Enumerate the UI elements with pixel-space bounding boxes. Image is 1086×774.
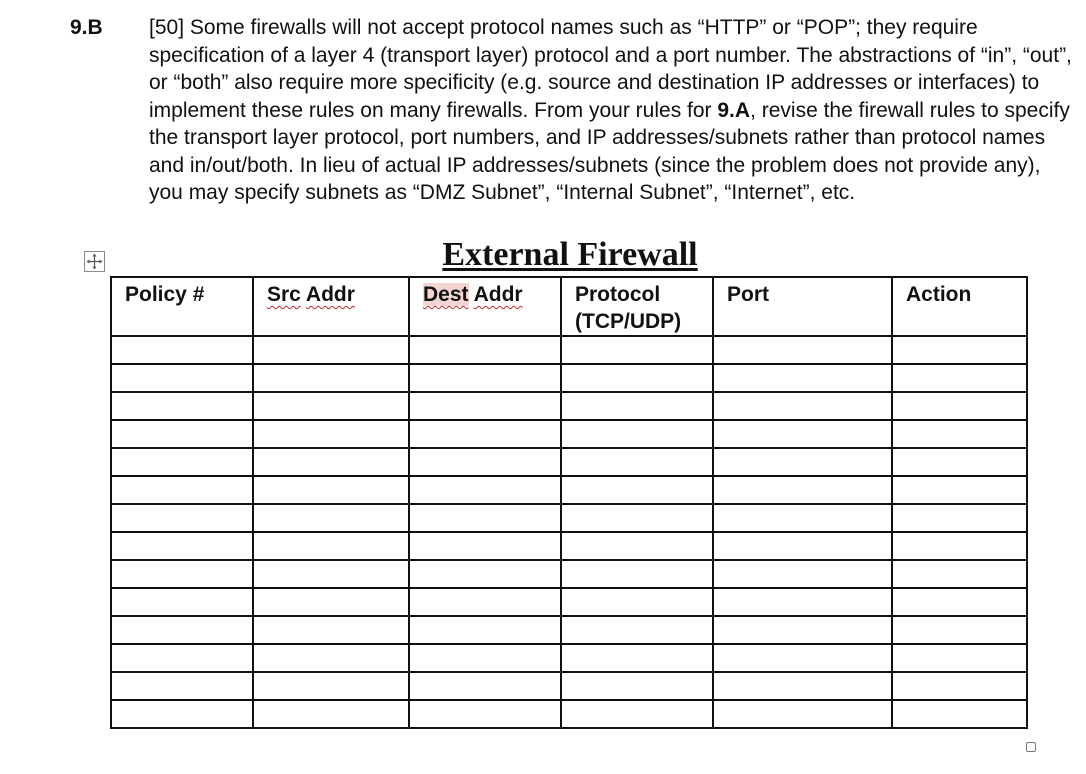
cell-protocol[interactable] bbox=[561, 672, 713, 700]
cell-src-addr[interactable] bbox=[253, 532, 409, 560]
question-reference: 9.A bbox=[717, 98, 751, 122]
cell-protocol[interactable] bbox=[561, 420, 713, 448]
cell-protocol[interactable] bbox=[561, 504, 713, 532]
question-text-part2: , revise the firewall rules to specify the transport layer protocol, port numbers, and IP addresses/subnets rather than protocol names and in/out/both. In lieu of actual IP addresses/subnets (since the problem does not provide any), you may specify subnets as “DMZ Subnet”, “Internal Subnet”, “Internet”, etc. bbox=[149, 98, 1070, 204]
table-row bbox=[111, 532, 1027, 560]
cell-port[interactable] bbox=[713, 392, 892, 420]
cell-action[interactable] bbox=[892, 336, 1027, 364]
table-title: External Firewall bbox=[442, 236, 698, 273]
move-arrows-icon bbox=[85, 252, 104, 271]
cell-port[interactable] bbox=[713, 336, 892, 364]
table-row bbox=[111, 644, 1027, 672]
table-row bbox=[111, 448, 1027, 476]
cell-action[interactable] bbox=[892, 700, 1027, 728]
cell-port[interactable] bbox=[713, 644, 892, 672]
cell-src-addr[interactable] bbox=[253, 560, 409, 588]
cell-action[interactable] bbox=[892, 672, 1027, 700]
cell-src-addr[interactable] bbox=[253, 588, 409, 616]
cell-protocol[interactable] bbox=[561, 476, 713, 504]
cell-dest-addr[interactable] bbox=[409, 392, 561, 420]
cell-dest-addr[interactable] bbox=[409, 560, 561, 588]
cell-port[interactable] bbox=[713, 448, 892, 476]
cell-policy[interactable] bbox=[111, 504, 253, 532]
header-port: Port bbox=[713, 277, 892, 336]
cell-src-addr[interactable] bbox=[253, 616, 409, 644]
cell-policy[interactable] bbox=[111, 420, 253, 448]
table-row bbox=[111, 616, 1027, 644]
cell-dest-addr[interactable] bbox=[409, 364, 561, 392]
table-row bbox=[111, 364, 1027, 392]
cell-protocol[interactable] bbox=[561, 392, 713, 420]
cell-dest-addr[interactable] bbox=[409, 588, 561, 616]
header-protocol-line2: (TCP/UDP) bbox=[575, 310, 682, 333]
cell-port[interactable] bbox=[713, 476, 892, 504]
cell-protocol[interactable] bbox=[561, 700, 713, 728]
cell-action[interactable] bbox=[892, 616, 1027, 644]
header-dest-addr bbox=[409, 277, 561, 336]
cell-policy[interactable] bbox=[111, 532, 253, 560]
cell-protocol[interactable] bbox=[561, 644, 713, 672]
header-protocol-line1: Protocol bbox=[575, 283, 661, 306]
firewall-rules-table bbox=[110, 276, 1028, 729]
cell-policy[interactable] bbox=[111, 448, 253, 476]
cell-port[interactable] bbox=[713, 364, 892, 392]
cell-action[interactable] bbox=[892, 420, 1027, 448]
cell-src-addr[interactable] bbox=[253, 364, 409, 392]
cell-action[interactable] bbox=[892, 532, 1027, 560]
cell-port[interactable] bbox=[713, 672, 892, 700]
cell-policy[interactable] bbox=[111, 364, 253, 392]
cell-dest-addr[interactable] bbox=[409, 504, 561, 532]
cell-dest-addr[interactable] bbox=[409, 616, 561, 644]
cell-src-addr[interactable] bbox=[253, 476, 409, 504]
cell-src-addr[interactable] bbox=[253, 392, 409, 420]
table-row bbox=[111, 588, 1027, 616]
resize-handle-icon[interactable] bbox=[1026, 742, 1036, 752]
question-text-part1: Some firewalls will not accept protocol names such as “HTTP” or “POP”; they require specification of a layer 4 (transport layer) protocol and a port number. The abstractions of “in”, “out”, or “both” also require more specificity (e.g. source and destination IP addresses or interfaces) to implement these rules on many firewalls. From your rules for bbox=[149, 16, 1072, 122]
cell-policy[interactable] bbox=[111, 560, 253, 588]
header-src-word: Src bbox=[267, 283, 301, 306]
cell-policy[interactable] bbox=[111, 700, 253, 728]
cell-action[interactable] bbox=[892, 588, 1027, 616]
cell-src-addr[interactable] bbox=[253, 420, 409, 448]
cell-policy[interactable] bbox=[111, 392, 253, 420]
table-body bbox=[111, 336, 1027, 728]
table-row bbox=[111, 700, 1027, 728]
cell-action[interactable] bbox=[892, 364, 1027, 392]
cell-action[interactable] bbox=[892, 560, 1027, 588]
cell-dest-addr[interactable] bbox=[409, 672, 561, 700]
header-action: Action bbox=[892, 277, 1027, 336]
cell-port[interactable] bbox=[713, 504, 892, 532]
cell-action[interactable] bbox=[892, 644, 1027, 672]
header-dest-word: Dest bbox=[423, 283, 469, 306]
cell-dest-addr[interactable] bbox=[409, 532, 561, 560]
question-text bbox=[149, 14, 1074, 207]
table-row bbox=[111, 336, 1027, 364]
cell-port[interactable] bbox=[713, 588, 892, 616]
cell-policy[interactable] bbox=[111, 644, 253, 672]
table-row bbox=[111, 420, 1027, 448]
cell-action[interactable] bbox=[892, 504, 1027, 532]
question-points: [50] bbox=[149, 16, 185, 39]
cell-src-addr[interactable] bbox=[253, 672, 409, 700]
cell-src-addr[interactable] bbox=[253, 336, 409, 364]
cell-port[interactable] bbox=[713, 420, 892, 448]
header-src-addr-word: Addr bbox=[305, 283, 355, 306]
cell-port[interactable] bbox=[713, 616, 892, 644]
table-row bbox=[111, 504, 1027, 532]
table-row bbox=[111, 392, 1027, 420]
cell-policy[interactable] bbox=[111, 672, 253, 700]
table-move-handle[interactable] bbox=[84, 251, 105, 272]
question-number: 9.B bbox=[70, 16, 103, 39]
cell-policy[interactable] bbox=[111, 336, 253, 364]
table-row bbox=[111, 560, 1027, 588]
cell-protocol[interactable] bbox=[561, 588, 713, 616]
cell-action[interactable] bbox=[892, 476, 1027, 504]
cell-dest-addr[interactable] bbox=[409, 336, 561, 364]
cell-dest-addr[interactable] bbox=[409, 700, 561, 728]
cell-policy[interactable] bbox=[111, 588, 253, 616]
header-src-addr bbox=[253, 277, 409, 336]
table-row bbox=[111, 672, 1027, 700]
cell-src-addr[interactable] bbox=[253, 644, 409, 672]
cell-dest-addr[interactable] bbox=[409, 420, 561, 448]
cell-dest-addr[interactable] bbox=[409, 476, 561, 504]
cell-protocol[interactable] bbox=[561, 336, 713, 364]
cell-dest-addr[interactable] bbox=[409, 448, 561, 476]
cell-action[interactable] bbox=[892, 448, 1027, 476]
cell-protocol[interactable] bbox=[561, 364, 713, 392]
cell-port[interactable] bbox=[713, 700, 892, 728]
cell-protocol[interactable] bbox=[561, 560, 713, 588]
table-row bbox=[111, 476, 1027, 504]
cell-policy[interactable] bbox=[111, 616, 253, 644]
cell-policy[interactable] bbox=[111, 476, 253, 504]
cell-src-addr[interactable] bbox=[253, 504, 409, 532]
header-protocol bbox=[561, 277, 713, 336]
cell-port[interactable] bbox=[713, 560, 892, 588]
cell-protocol[interactable] bbox=[561, 616, 713, 644]
header-dest-addr-word: Addr bbox=[473, 283, 523, 306]
cell-port[interactable] bbox=[713, 532, 892, 560]
cell-src-addr[interactable] bbox=[253, 700, 409, 728]
cell-protocol[interactable] bbox=[561, 532, 713, 560]
cell-protocol[interactable] bbox=[561, 448, 713, 476]
cell-dest-addr[interactable] bbox=[409, 644, 561, 672]
table-header-row bbox=[111, 277, 1027, 336]
cell-src-addr[interactable] bbox=[253, 448, 409, 476]
cell-action[interactable] bbox=[892, 392, 1027, 420]
header-policy: Policy # bbox=[111, 277, 253, 336]
